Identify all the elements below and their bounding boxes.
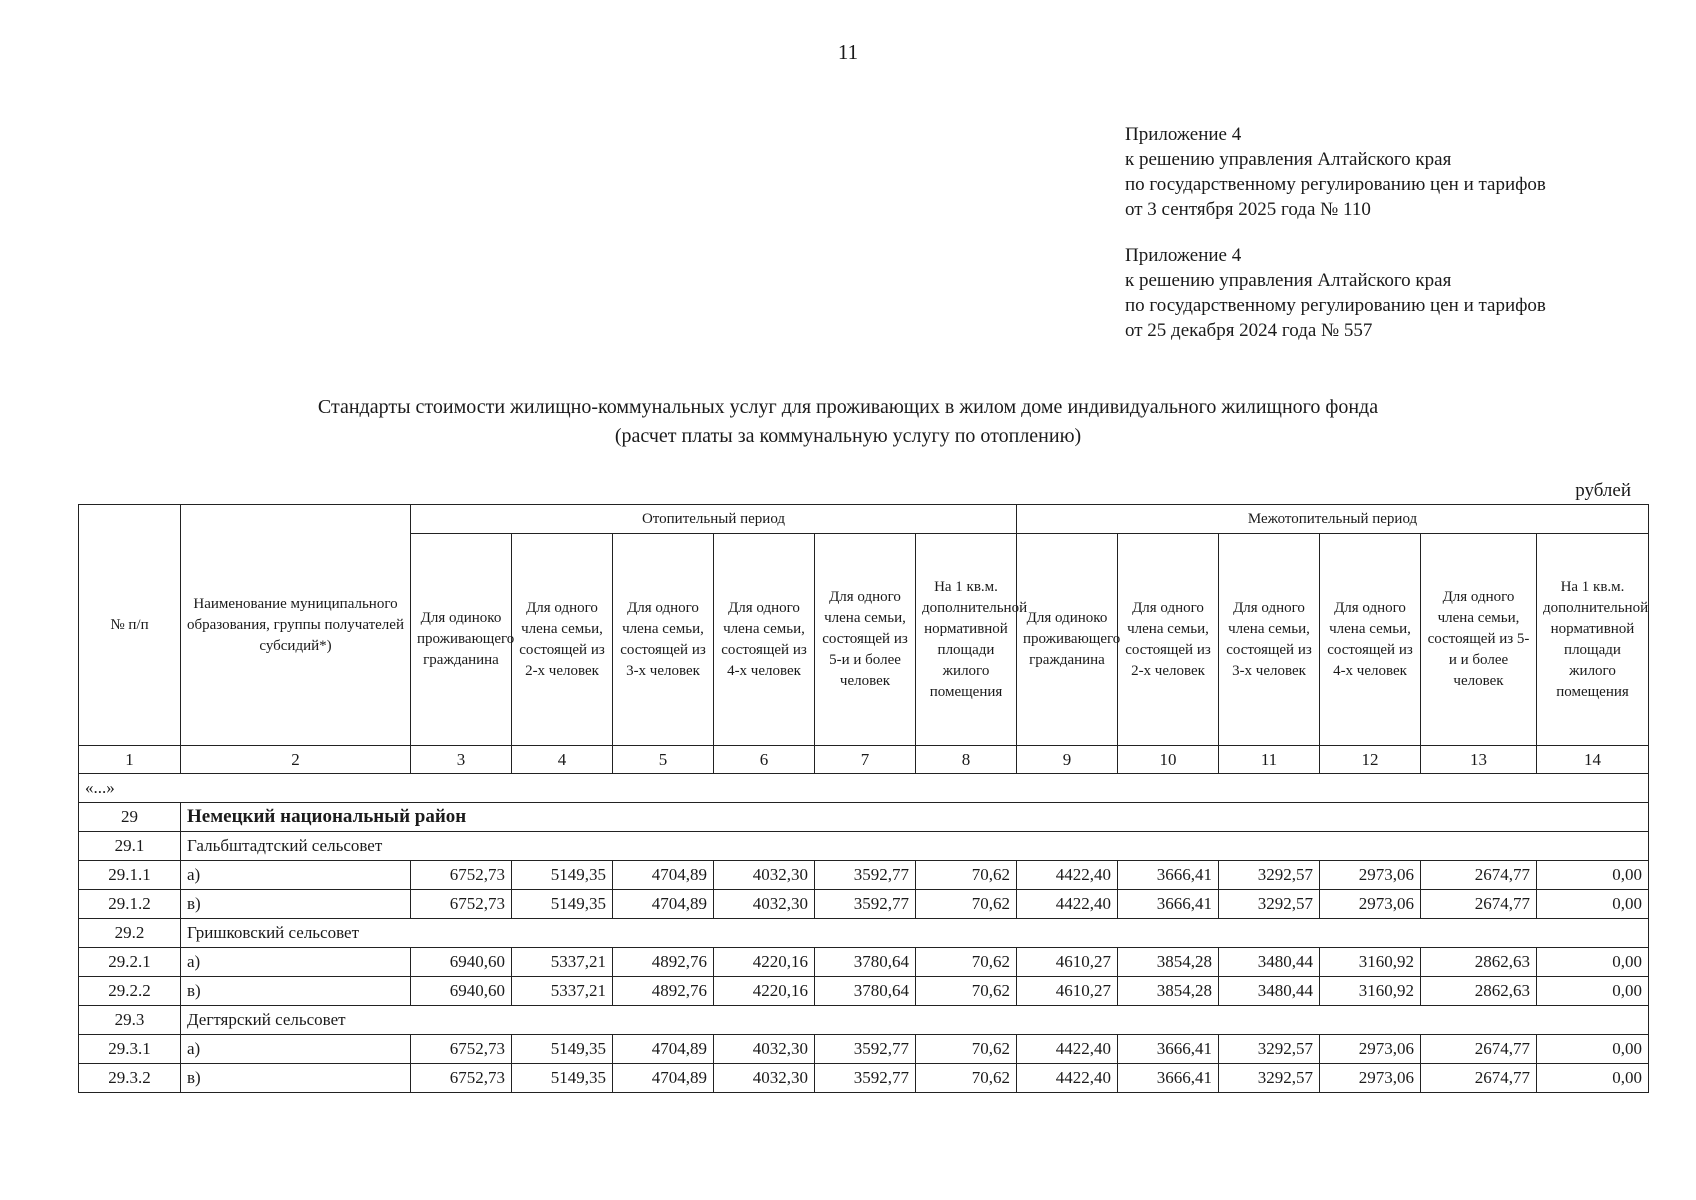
- value-cell: 2674,77: [1421, 1064, 1537, 1093]
- value-cell: 4704,89: [613, 1064, 714, 1093]
- table-row: [79, 1064, 1649, 1093]
- header-heating-period: Отопительный период: [411, 505, 1017, 534]
- value-cell: 4422,40: [1017, 890, 1118, 919]
- header-num: № п/п: [79, 505, 181, 746]
- value-cell: 3592,77: [815, 1064, 916, 1093]
- tariff-table: [78, 504, 1649, 1093]
- column-index: 3: [411, 746, 512, 774]
- value-cell: 6752,73: [411, 861, 512, 890]
- value-cell: 6752,73: [411, 1064, 512, 1093]
- header-non-heating-col: Для одного члена семьи, состоящей из 3-х человек: [1219, 534, 1320, 746]
- value-cell: 4892,76: [613, 948, 714, 977]
- value-cell: 4892,76: [613, 977, 714, 1006]
- settlement-name: Гришковский сельсовет: [181, 919, 1649, 948]
- annex-line: к решению управления Алтайского края: [1125, 270, 1452, 291]
- settlement-row: [79, 919, 1649, 948]
- header-non-heating-col: Для одного члена семьи, состоящей из 4-х человек: [1320, 534, 1421, 746]
- value-cell: 3666,41: [1118, 890, 1219, 919]
- row-group-label: а): [181, 1035, 411, 1064]
- table-row: [79, 977, 1649, 1006]
- header-heating-col: На 1 кв.м. дополнительной нормативной площади жилого помещения: [916, 534, 1017, 746]
- table-row: [79, 1035, 1649, 1064]
- value-cell: 3292,57: [1219, 1064, 1320, 1093]
- annex-line: к решению управления Алтайского края: [1125, 149, 1452, 170]
- value-cell: 0,00: [1537, 890, 1649, 919]
- value-cell: 2973,06: [1320, 861, 1421, 890]
- annex-line: Приложение 4: [1125, 245, 1242, 266]
- value-cell: 2674,77: [1421, 890, 1537, 919]
- value-cell: 70,62: [916, 890, 1017, 919]
- header-heating-col: Для одного члена семьи, состоящей из 2-х человек: [512, 534, 613, 746]
- column-index: 10: [1118, 746, 1219, 774]
- value-cell: 2862,63: [1421, 948, 1537, 977]
- value-cell: 2674,77: [1421, 1035, 1537, 1064]
- row-num: 29.1.1: [79, 861, 181, 890]
- row-group-label: а): [181, 861, 411, 890]
- value-cell: 3666,41: [1118, 1035, 1219, 1064]
- ellipsis: «...»: [79, 774, 1649, 803]
- column-index: 6: [714, 746, 815, 774]
- value-cell: 6940,60: [411, 977, 512, 1006]
- column-index: 8: [916, 746, 1017, 774]
- column-index: 4: [512, 746, 613, 774]
- value-cell: 4704,89: [613, 861, 714, 890]
- document-title: [0, 393, 1696, 451]
- value-cell: 70,62: [916, 948, 1017, 977]
- value-cell: 3592,77: [815, 861, 916, 890]
- row-group-label: в): [181, 1064, 411, 1093]
- value-cell: 5149,35: [512, 861, 613, 890]
- row-num: 29.2.2: [79, 977, 181, 1006]
- value-cell: 2674,77: [1421, 861, 1537, 890]
- settlement-num: 29.2: [79, 919, 181, 948]
- value-cell: 70,62: [916, 1035, 1017, 1064]
- column-index: 2: [181, 746, 411, 774]
- value-cell: 5149,35: [512, 1035, 613, 1064]
- annex-line: по государственному регулированию цен и тарифов: [1125, 295, 1546, 316]
- row-num: 29.3.1: [79, 1035, 181, 1064]
- table-row: [79, 861, 1649, 890]
- row-group-label: а): [181, 948, 411, 977]
- annex-header-original: [1125, 243, 1546, 343]
- district-num: 29: [79, 803, 181, 832]
- value-cell: 3854,28: [1118, 948, 1219, 977]
- page-number: 11: [837, 40, 859, 64]
- row-group-label: в): [181, 977, 411, 1006]
- settlement-name: Дегтярский сельсовет: [181, 1006, 1649, 1035]
- value-cell: 3592,77: [815, 1035, 916, 1064]
- value-cell: 4220,16: [714, 977, 815, 1006]
- header-non-heating-col: Для одного члена семьи, состоящей из 5-и и более человек: [1421, 534, 1537, 746]
- row-num: 29.2.1: [79, 948, 181, 977]
- header-heating-col: Для одного члена семьи, состоящей из 3-х человек: [613, 534, 714, 746]
- value-cell: 2862,63: [1421, 977, 1537, 1006]
- value-cell: 5337,21: [512, 977, 613, 1006]
- value-cell: 4422,40: [1017, 1064, 1118, 1093]
- document-title-line-1: Стандарты стоимости жилищно-коммунальных услуг для проживающих в жилом доме индивидуального жилищного фонда: [317, 396, 1379, 418]
- document-title-line-2: (расчет платы за коммунальную услугу по отоплению): [614, 425, 1082, 447]
- header-index-row: [79, 746, 1649, 774]
- column-index: 12: [1320, 746, 1421, 774]
- value-cell: 0,00: [1537, 1064, 1649, 1093]
- annex-header-current: [1125, 122, 1546, 222]
- value-cell: 4704,89: [613, 1035, 714, 1064]
- row-group-label: в): [181, 890, 411, 919]
- value-cell: 3854,28: [1118, 977, 1219, 1006]
- value-cell: 3292,57: [1219, 1035, 1320, 1064]
- value-cell: 4032,30: [714, 890, 815, 919]
- table-row: [79, 948, 1649, 977]
- settlement-num: 29.3: [79, 1006, 181, 1035]
- value-cell: 6752,73: [411, 890, 512, 919]
- unit-label: рублей: [1575, 480, 1631, 501]
- value-cell: 2973,06: [1320, 1064, 1421, 1093]
- value-cell: 3480,44: [1219, 977, 1320, 1006]
- value-cell: 2973,06: [1320, 1035, 1421, 1064]
- header-non-heating-col: Для одиноко проживающего гражданина: [1017, 534, 1118, 746]
- value-cell: 4610,27: [1017, 977, 1118, 1006]
- row-num: 29.3.2: [79, 1064, 181, 1093]
- value-cell: 4032,30: [714, 861, 815, 890]
- value-cell: 4032,30: [714, 1035, 815, 1064]
- settlement-num: 29.1: [79, 832, 181, 861]
- value-cell: 3292,57: [1219, 890, 1320, 919]
- table-row: [79, 890, 1649, 919]
- value-cell: 70,62: [916, 861, 1017, 890]
- value-cell: 70,62: [916, 977, 1017, 1006]
- value-cell: 0,00: [1537, 1035, 1649, 1064]
- value-cell: 3160,92: [1320, 977, 1421, 1006]
- value-cell: 5337,21: [512, 948, 613, 977]
- value-cell: 0,00: [1537, 948, 1649, 977]
- value-cell: 4032,30: [714, 1064, 815, 1093]
- value-cell: 3666,41: [1118, 1064, 1219, 1093]
- settlement-row: [79, 1006, 1649, 1035]
- value-cell: 6940,60: [411, 948, 512, 977]
- value-cell: 6752,73: [411, 1035, 512, 1064]
- column-index: 13: [1421, 746, 1537, 774]
- value-cell: 3160,92: [1320, 948, 1421, 977]
- value-cell: 70,62: [916, 1064, 1017, 1093]
- value-cell: 4422,40: [1017, 1035, 1118, 1064]
- value-cell: 4220,16: [714, 948, 815, 977]
- value-cell: 3666,41: [1118, 861, 1219, 890]
- value-cell: 3292,57: [1219, 861, 1320, 890]
- value-cell: 3780,64: [815, 977, 916, 1006]
- value-cell: 5149,35: [512, 1064, 613, 1093]
- column-index: 1: [79, 746, 181, 774]
- header-non-heating-col: Для одного члена семьи, состоящей из 2-х человек: [1118, 534, 1219, 746]
- table-body: [79, 774, 1649, 1093]
- annex-line: по государственному регулированию цен и тарифов: [1125, 174, 1546, 195]
- value-cell: 3592,77: [815, 890, 916, 919]
- column-index: 14: [1537, 746, 1649, 774]
- district-name: Немецкий национальный район: [181, 803, 1649, 832]
- column-index: 7: [815, 746, 916, 774]
- settlement-row: [79, 832, 1649, 861]
- annex-line: от 25 декабря 2024 года № 557: [1125, 320, 1373, 341]
- header-non-heating-col: На 1 кв.м. дополнительной нормативной площади жилого помещения: [1537, 534, 1649, 746]
- value-cell: 4422,40: [1017, 861, 1118, 890]
- header-non-heating-period: Межотопительный период: [1017, 505, 1649, 534]
- annex-line: Приложение 4: [1125, 124, 1242, 145]
- value-cell: 4610,27: [1017, 948, 1118, 977]
- column-index: 9: [1017, 746, 1118, 774]
- value-cell: 2973,06: [1320, 890, 1421, 919]
- header-heating-col: Для одиноко проживающего гражданина: [411, 534, 512, 746]
- ellipsis-row: [79, 774, 1649, 803]
- column-index: 5: [613, 746, 714, 774]
- value-cell: 0,00: [1537, 861, 1649, 890]
- header-heating-col: Для одного члена семьи, состоящей из 5-и и более человек: [815, 534, 916, 746]
- value-cell: 3480,44: [1219, 948, 1320, 977]
- table-header: [79, 505, 1649, 774]
- value-cell: 3780,64: [815, 948, 916, 977]
- header-name: Наименование муниципального образования, группы получателей субсидий*): [181, 505, 411, 746]
- column-index: 11: [1219, 746, 1320, 774]
- value-cell: 4704,89: [613, 890, 714, 919]
- header-heating-col: Для одного члена семьи, состоящей из 4-х человек: [714, 534, 815, 746]
- row-num: 29.1.2: [79, 890, 181, 919]
- district-row: [79, 803, 1649, 832]
- settlement-name: Гальбштадтский сельсовет: [181, 832, 1649, 861]
- annex-line: от 3 сентября 2025 года № 110: [1125, 199, 1371, 220]
- value-cell: 5149,35: [512, 890, 613, 919]
- value-cell: 0,00: [1537, 977, 1649, 1006]
